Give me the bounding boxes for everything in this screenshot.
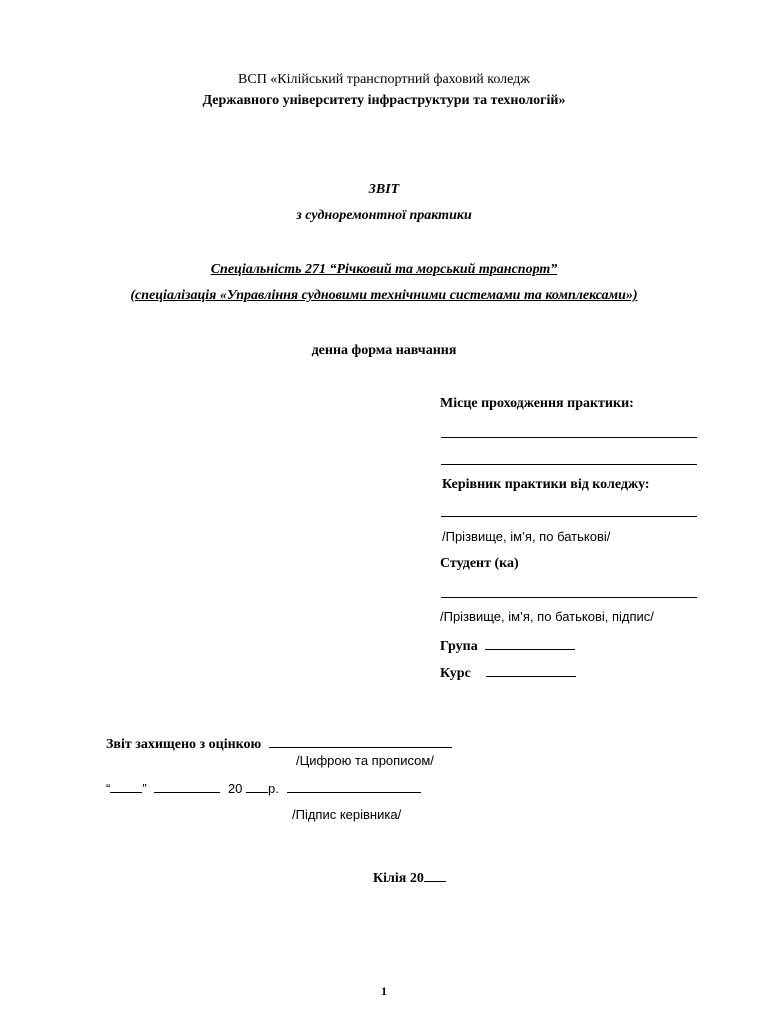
- city-year-row: [373, 869, 446, 887]
- date-day-line: [110, 780, 142, 793]
- page-number: 1: [381, 984, 387, 998]
- study-form: денна форма навчання: [311, 343, 457, 358]
- student-label: Студент (ка): [440, 556, 519, 571]
- supervisor-label: Керівник практики від коледжу:: [442, 477, 650, 492]
- date-close-quote: ”: [142, 781, 147, 796]
- student-hint: /Прізвище, ім’я, по батькові, підпис/: [440, 609, 654, 624]
- grade-label: Звіт захищено з оцінкою: [106, 737, 262, 752]
- date-open-quote: “: [106, 781, 111, 796]
- course-label: Курс: [440, 666, 471, 681]
- supervisor-hint: /Прізвище, ім’я, по батькові/: [442, 529, 611, 544]
- group-line: [485, 637, 575, 650]
- date-signature-row: [106, 780, 421, 796]
- grade-row: [106, 735, 452, 753]
- group-row: [440, 637, 575, 655]
- course-line: [486, 664, 576, 677]
- course-row: [440, 664, 576, 682]
- date-year-prefix: 20: [227, 781, 243, 796]
- report-subtitle: з судноремонтної практики: [296, 208, 472, 223]
- practice-place-line-1: [441, 437, 697, 438]
- specialty-line: Спеціальність 271 “Річковий та морський транспорт”: [210, 262, 558, 277]
- supervisor-line: [441, 516, 697, 517]
- date-year-suffix: р.: [268, 781, 279, 796]
- date-month-line: [154, 780, 220, 793]
- institution-name-line1: ВСП «Кілійський транспортний фаховий коледж: [238, 72, 530, 87]
- practice-place-line-2: [441, 464, 697, 465]
- institution-name-line2: Державного університету інфраструктури та технологій»: [202, 93, 566, 108]
- date-year-line: [246, 780, 268, 793]
- grade-hint: /Цифрою та прописом/: [296, 753, 434, 768]
- report-title: ЗВІТ: [368, 182, 400, 197]
- group-label: Група: [440, 639, 478, 654]
- signature-line: [287, 780, 421, 793]
- city-year-line: [424, 869, 446, 882]
- specialization-line: (спеціалізація «Управління судновими технічними системами та комплексами»): [130, 288, 638, 303]
- practice-place-label: Місце проходження практики:: [440, 396, 634, 411]
- grade-line: [269, 735, 452, 748]
- signature-hint: /Підпис керівника/: [292, 807, 402, 822]
- city-year: Кілія 20: [373, 871, 424, 886]
- student-line: [441, 597, 697, 598]
